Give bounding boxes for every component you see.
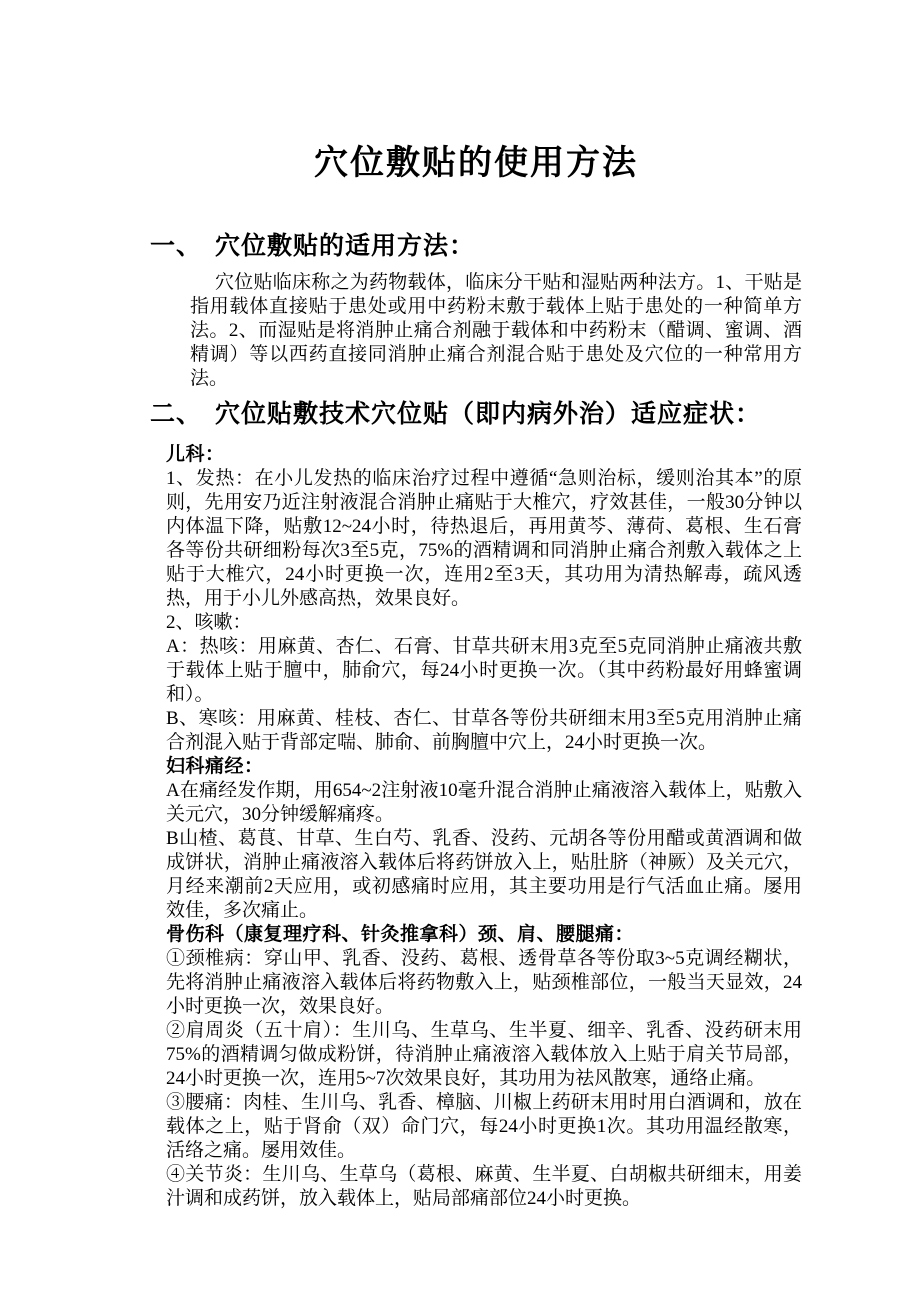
cough-heading: 2、咳嗽： [166, 612, 252, 633]
intro-paragraph: 穴位贴临床称之为药物载体，临床分干贴和湿贴两种法方。1、干贴是指用载体直接贴于患处或用中药粉末敷于载体上贴于患处的一种简单方法。2、而湿贴是将消肿止痛合剂融于载体和中药粉末（醋调、蜜调、酒精调）等以西药直接同消肿止痛合剂混合贴于患处及穴位的一种常用方法。 [190, 272, 802, 389]
hot-cough-paragraph: A：热咳：用麻黄、杏仁、石膏、甘草共研末用3克至5克同消肿止痛液共敷于载体上贴于膻中，肺俞穴，每24小时更换一次。（其中药粉最好用蜂蜜调和）。 [166, 636, 802, 705]
section-1-title: 穴位敷贴的适用方法： [215, 233, 476, 260]
section-1-heading [150, 232, 802, 262]
document-title: 穴位敷贴的使用方法 [314, 145, 638, 182]
cervical-spondylosis-paragraph: ①颈椎病：穿山甲、乳香、没药、葛根、透骨草各等份取3~5克调经糊状，先将消肿止痛液溶入载体后将药物敷入上，贴颈椎部位，一般当天显效，24小时更换一次，效果良好。 [166, 948, 802, 1017]
lumbago-paragraph: ③腰痛：肉桂、生川乌、乳香、樟脑、川椒上药研末用时用白酒调和，放在载体之上，贴于肾俞（双）命门穴，每24小时更换1次。其功用温经散寒，活络之痛。屡用效佳。 [166, 1092, 802, 1161]
fever-paragraph: 1、发热：在小儿发热的临床治疗过程中遵循“急则治标，缓则治其本”的原则，先用安乃近注射液混合消肿止痛贴于大椎穴，疗效甚佳，一般30分钟以内体温下降，贴敷12~24小时，待热退后，再用黄芩、薄荷、葛根、生石膏各等份共研细粉每次3至5克，75%的酒精调和同消肿止痛合剂敷入载体之上贴于大椎穴，24小时更换一次，连用2至3天，其功用为清热解毒，疏风透热，用于小儿外感高热，效果良好。 [166, 468, 802, 609]
section-2-numeral: 二、 [150, 401, 203, 428]
dysmenorrhea-b-paragraph: B山楂、葛茛、甘草、生白芍、乳香、没药、元胡各等份用醋或黄酒调和做成饼状，消肿止痛液溶入载体后将药饼放入上，贴肚脐（神厥）及关元穴，月经来潮前2天应用，或初感痛时应用，其主要功用是行气活血止痛。屡用效佳，多次痛止。 [166, 828, 802, 921]
gynecology-heading: 妇科痛经： [166, 756, 264, 777]
section-2-heading [150, 400, 802, 430]
orthopedics-heading: 骨伤科（康复理疗科、针灸推拿科）颈、肩、腰腿痛： [166, 924, 635, 945]
section-2-title: 穴位贴敷技术穴位贴（即内病外治）适应症状： [215, 401, 762, 428]
section-2-body [166, 443, 802, 1211]
section-1-numeral: 一、 [150, 233, 203, 260]
pediatrics-heading: 儿科： [166, 444, 225, 465]
cold-cough-paragraph: B、寒咳：用麻黄、桂枝、杏仁、甘草各等份共研细末用3至5克用消肿止痛合剂混入贴于背部定喘、肺俞、前胸膻中穴上，24小时更换一次。 [166, 708, 802, 753]
frozen-shoulder-paragraph: ②肩周炎（五十肩）：生川乌、生草乌、生半夏、细辛、乳香、没药研末用75%的酒精调匀做成粉饼，待消肿止痛液溶入载体放入上贴于肩关节局部，24小时更换一次，连用5~7次效果良好，其功用为祛风散寒，通络止痛。 [166, 1020, 802, 1089]
arthritis-paragraph: ④关节炎：生川乌、生草乌（葛根、麻黄、生半夏、白胡椒共研细末，用姜汁调和成药饼，放入载体上，贴局部痛部位24小时更换。 [166, 1164, 802, 1209]
dysmenorrhea-a-paragraph: A在痛经发作期，用654~2注射液10毫升混合消肿止痛液溶入载体上，贴敷入关元穴，30分钟缓解痛疼。 [166, 780, 802, 825]
